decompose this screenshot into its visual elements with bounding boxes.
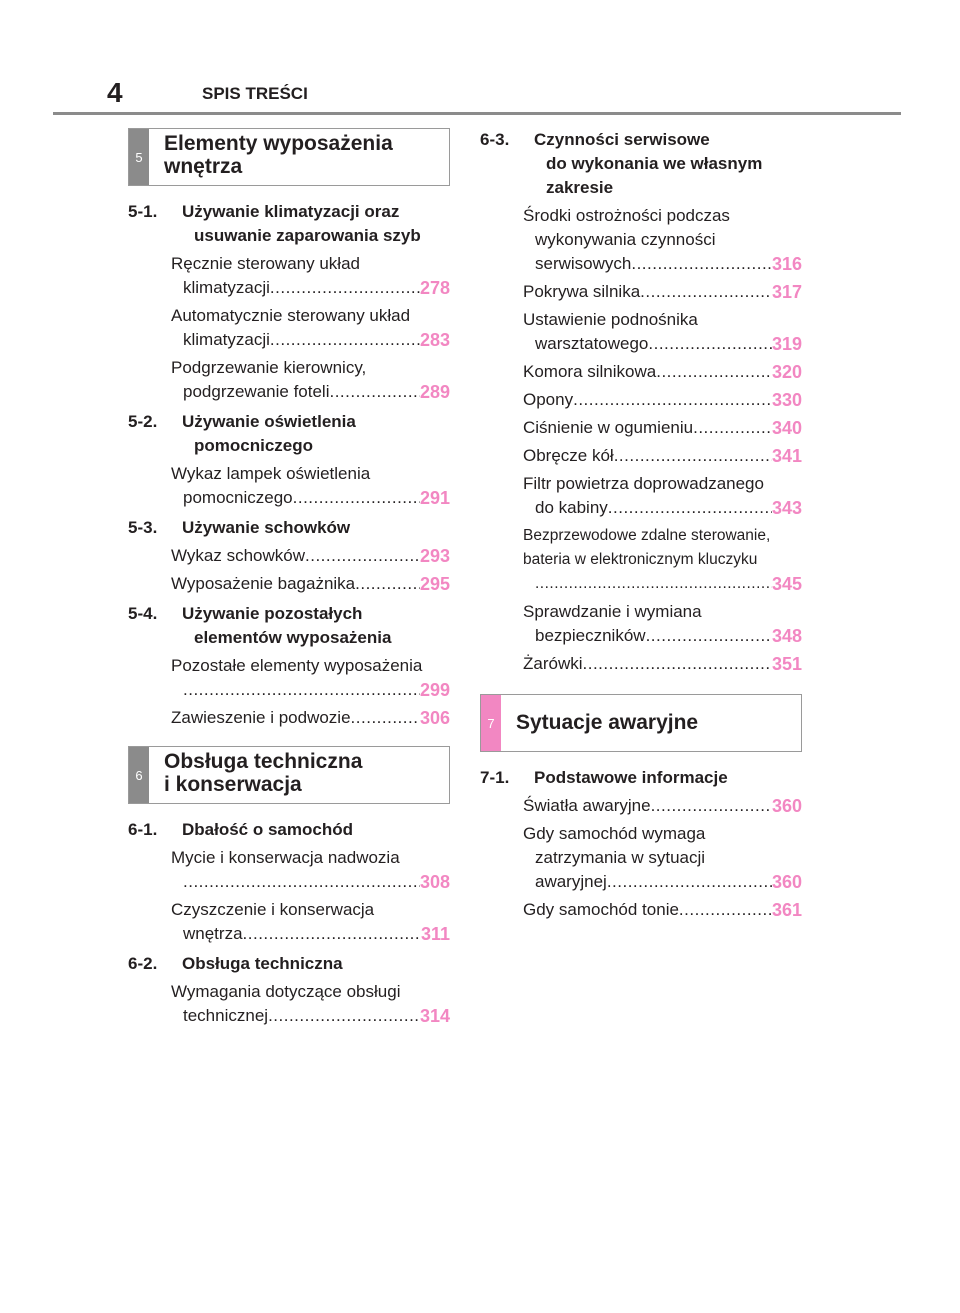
toc-entry[interactable] (128, 706, 450, 730)
entry-text: bateria w elektronicznym kluczyku (523, 551, 758, 568)
leader-dots (608, 496, 772, 520)
left-column (128, 128, 450, 1028)
toc-entry[interactable] (128, 654, 450, 702)
leader-dots (679, 898, 772, 922)
subsection-number: 7-1. (480, 768, 510, 787)
subsection-title: Używanie klimatyzacji oraz (182, 202, 400, 221)
page-ref[interactable]: 360 (771, 796, 802, 816)
entry-text: Wykaz schowków (171, 546, 305, 565)
subsection-title: usuwanie zaparowania szyb (194, 226, 421, 245)
page-ref[interactable]: 289 (419, 382, 450, 402)
entry-text: serwisowych (535, 254, 632, 273)
entry-text: Zawieszenie i podwozie (171, 708, 351, 727)
entry-text: Pokrywa silnika (523, 282, 641, 301)
section-title-line: i konserwacja (164, 773, 302, 796)
subsection-title: Używanie oświetlenia (182, 412, 356, 431)
toc-entry[interactable] (480, 416, 802, 440)
leader-dots (355, 572, 420, 596)
leader-dots (607, 870, 772, 894)
leader-dots (656, 360, 772, 384)
section-title-line: wnętrza (164, 155, 243, 178)
entry-text: Filtr powietrza doprowadzanego (523, 474, 764, 493)
leader-dots (183, 678, 420, 702)
page-ref[interactable]: 345 (771, 574, 802, 594)
section-5-header[interactable] (128, 128, 450, 186)
entry-text: wykonywania czynności (535, 230, 716, 249)
entry-text: Podgrzewanie kierownicy, (171, 358, 367, 377)
subsection-title: Czynności serwisowe (534, 130, 710, 149)
page-ref[interactable]: 314 (419, 1006, 450, 1026)
toc-entry[interactable] (128, 252, 450, 300)
entry-text: Gdy samochód wymaga (523, 824, 706, 843)
entry-text: klimatyzacji (183, 330, 270, 349)
page-ref[interactable]: 278 (419, 278, 450, 298)
page-ref[interactable]: 360 (771, 872, 802, 892)
toc-entry[interactable] (480, 280, 802, 304)
toc-entry[interactable] (480, 898, 802, 922)
subsection-heading[interactable] (128, 602, 450, 650)
entry-text: bezpieczników (535, 626, 646, 645)
section-title-line: Obsługa techniczna (164, 750, 363, 773)
subsection-number: 6-3. (480, 130, 510, 149)
right-column (480, 128, 802, 922)
entry-text: Ustawienie podnośnika (523, 310, 698, 329)
section-tab: 7 (481, 695, 501, 751)
entry-text: klimatyzacji (183, 278, 270, 297)
page-ref[interactable]: 319 (771, 334, 802, 354)
entry-text: wnętrza (183, 924, 243, 943)
page-ref[interactable]: 293 (419, 546, 450, 566)
entry-text: Sprawdzanie i wymiana (523, 602, 702, 621)
toc-entry[interactable] (480, 652, 802, 676)
page-ref[interactable]: 341 (771, 446, 802, 466)
toc-entry[interactable] (480, 308, 802, 356)
toc-entry[interactable] (128, 544, 450, 568)
entry-text: Czyszczenie i konserwacja (171, 900, 375, 919)
toc-entry[interactable] (480, 360, 802, 384)
toc-entry[interactable] (480, 204, 802, 276)
page-ref[interactable]: 348 (771, 626, 802, 646)
section-tab: 5 (129, 129, 149, 185)
leader-dots (631, 252, 772, 276)
section-7-header[interactable] (480, 694, 802, 752)
toc-entry[interactable] (128, 356, 450, 404)
leader-dots (648, 332, 772, 356)
subsection-number: 6-1. (128, 820, 158, 839)
section-title (164, 750, 443, 796)
page-ref[interactable]: 351 (771, 654, 802, 674)
subsection-heading[interactable] (128, 200, 450, 248)
toc-entry[interactable] (480, 472, 802, 520)
subsection-heading[interactable] (128, 952, 450, 976)
entry-text: awaryjnej (535, 872, 607, 891)
leader-dots (268, 1004, 420, 1028)
entry-text: Mycie i konserwacja nadwozia (171, 848, 400, 867)
entry-text: warsztatowego (535, 334, 649, 353)
subsection-heading[interactable] (128, 410, 450, 458)
entry-text: zatrzymania w sytuacji (535, 848, 706, 867)
subsection-number: 5-2. (128, 412, 158, 431)
entry-text: Ciśnienie w ogumieniu (523, 418, 694, 437)
page-ref[interactable]: 308 (419, 872, 450, 892)
section-title-line: Elementy wyposażenia (164, 132, 393, 155)
toc-entry[interactable] (128, 572, 450, 596)
subsection-title: Używanie schowków (182, 518, 351, 537)
leader-dots (583, 652, 772, 676)
subsection-heading[interactable] (128, 516, 450, 540)
subsection-number: 5-4. (128, 604, 158, 623)
leader-dots (640, 280, 772, 304)
entry-text: Wymagania dotyczące obsługi (171, 982, 401, 1001)
entry-text: podgrzewanie foteli (183, 382, 330, 401)
subsection-title: Dbałość o samochód (182, 820, 353, 839)
toc-entry[interactable] (480, 388, 802, 412)
subsection-title: Obsługa techniczna (182, 954, 343, 973)
page-ref[interactable]: 330 (771, 390, 802, 410)
entry-text: Światła awaryjne (523, 796, 651, 815)
toc-entry[interactable] (480, 444, 802, 468)
toc-entry[interactable] (480, 794, 802, 818)
entry-text: Gdy samochód tonie (523, 900, 679, 919)
page-ref[interactable]: 295 (419, 574, 450, 594)
leader-dots (535, 572, 772, 596)
toc-entry[interactable] (128, 980, 450, 1028)
leader-dots (646, 624, 772, 648)
section-6-header[interactable] (128, 746, 450, 804)
page-ref[interactable]: 299 (419, 680, 450, 700)
subsection-heading[interactable] (480, 128, 802, 200)
leader-dots (693, 416, 772, 440)
entry-text: Żarówki (523, 654, 583, 673)
toc-entry[interactable] (480, 524, 802, 596)
page-ref[interactable]: 361 (771, 900, 802, 920)
entry-text: Opony (523, 390, 574, 409)
page-ref[interactable]: 343 (771, 498, 802, 518)
toc-entry[interactable] (128, 898, 450, 946)
subsection-heading[interactable] (480, 766, 802, 790)
entry-text: do kabiny (535, 498, 608, 517)
page-ref[interactable]: 316 (771, 254, 802, 274)
toc-entry[interactable] (128, 462, 450, 510)
leader-dots (183, 870, 420, 894)
leader-dots (573, 388, 772, 412)
entry-text: Środki ostrożności podczas (523, 206, 730, 225)
entry-text: Automatycznie sterowany układ (171, 306, 411, 325)
page-ref[interactable]: 306 (419, 708, 450, 728)
subsection-title: do wykonania we własnym (546, 154, 763, 173)
section-tab: 6 (129, 747, 149, 803)
page-ref[interactable]: 317 (771, 282, 802, 302)
leader-dots (305, 544, 420, 568)
entry-text: technicznej (183, 1006, 269, 1025)
entry-text: Ręcznie sterowany układ (171, 254, 360, 273)
subsection-number: 6-2. (128, 954, 158, 973)
subsection-number: 5-3. (128, 518, 158, 537)
subsection-heading[interactable] (128, 818, 450, 842)
leader-dots (243, 922, 421, 946)
header-rule (53, 112, 901, 115)
page-ref[interactable]: 340 (771, 418, 802, 438)
leader-dots (351, 706, 420, 730)
toc-entry[interactable] (128, 304, 450, 352)
leader-dots (270, 276, 420, 300)
entry-text: Wykaz lampek oświetlenia (171, 464, 371, 483)
page-title: SPIS TREŚCI (202, 84, 308, 103)
page-ref[interactable]: 311 (420, 924, 450, 944)
entry-text: Wyposażenie bagażnika (171, 574, 356, 593)
leader-dots (614, 444, 772, 468)
page-ref[interactable]: 320 (771, 362, 802, 382)
subsection-title: Używanie pozostałych (182, 604, 363, 623)
page-ref[interactable]: 283 (419, 330, 450, 350)
subsection-title: Podstawowe informacje (534, 768, 728, 787)
subsection-title: pomocniczego (194, 436, 314, 455)
section-title (164, 132, 443, 178)
leader-dots (329, 380, 419, 404)
subsection-number: 5-1. (128, 202, 158, 221)
entry-text: Bezprzewodowe zdalne sterowanie, (523, 527, 771, 544)
subsection-title: elementów wyposażenia (194, 628, 392, 647)
subsection-title: zakresie (546, 178, 614, 197)
leader-dots (270, 328, 420, 352)
entry-text: Komora silnikowa (523, 362, 657, 381)
entry-text: Pozostałe elementy wyposażenia (171, 656, 423, 675)
toc-entry[interactable] (480, 600, 802, 648)
entry-text: pomocniczego (183, 488, 293, 507)
toc-entry[interactable] (480, 822, 802, 894)
page-ref[interactable]: 291 (419, 488, 450, 508)
toc-entry[interactable] (128, 846, 450, 894)
leader-dots (293, 486, 420, 510)
section-title: Sytuacje awaryjne (516, 711, 699, 734)
page-number: 4 (107, 77, 123, 108)
entry-text: Obręcze kół (523, 446, 614, 465)
leader-dots (651, 794, 772, 818)
